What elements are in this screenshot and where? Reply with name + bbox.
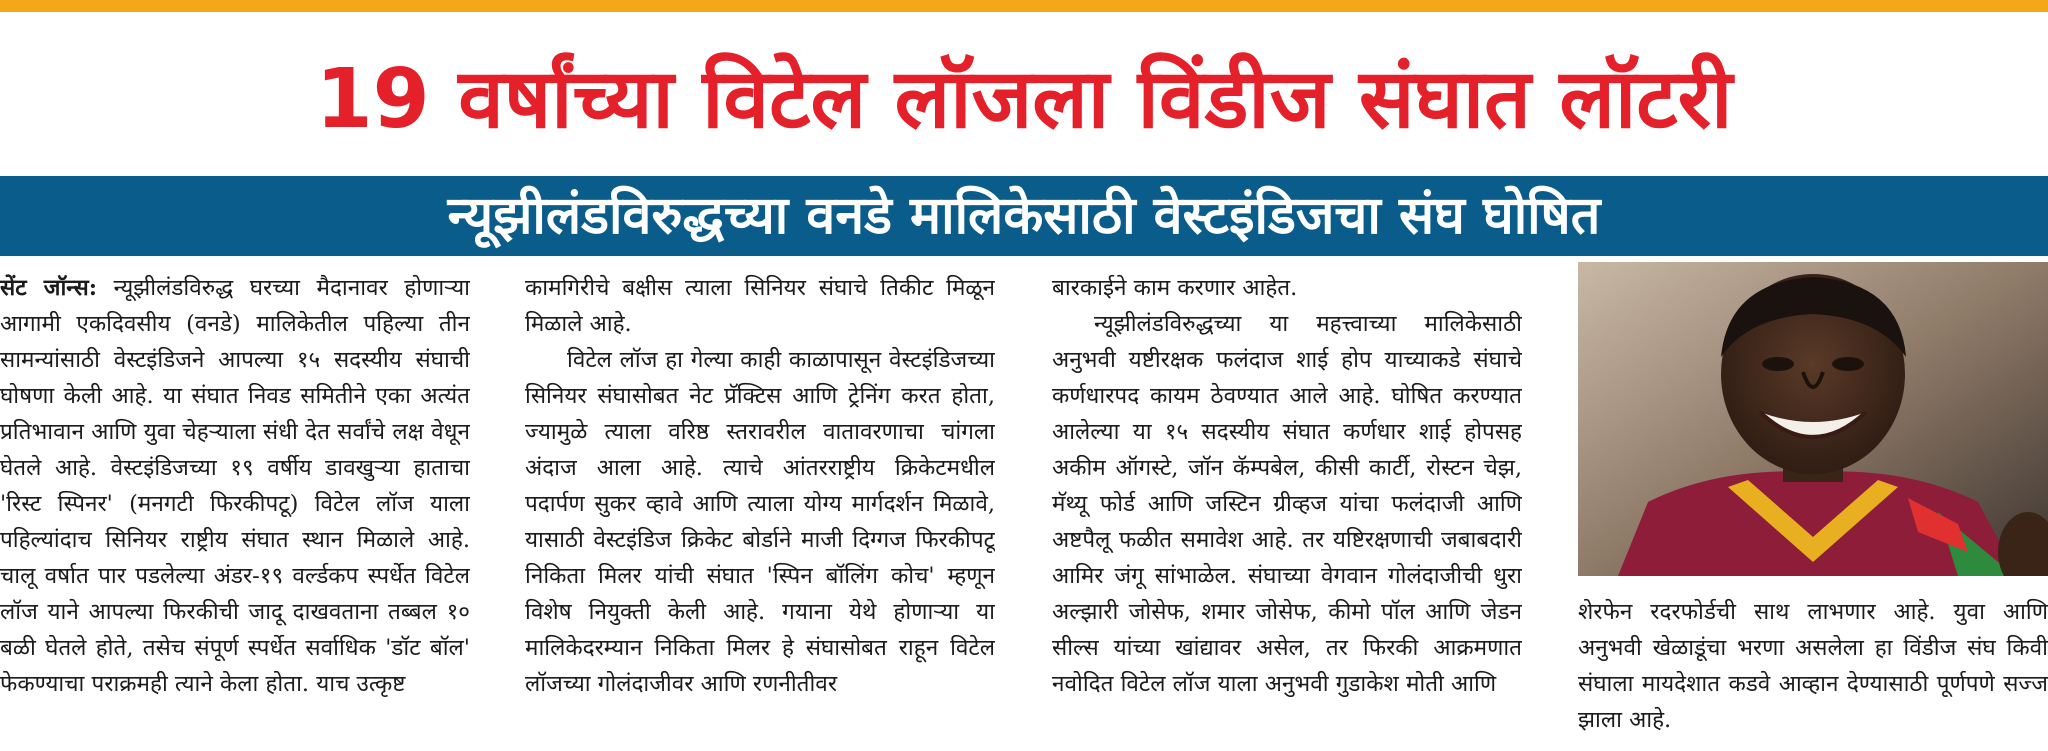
paragraph: बारकाईने काम करणार आहेत. [1052, 275, 1298, 301]
subheadline: न्यूझीलंडविरुद्धच्या वनडे मालिकेसाठी वेस्टइंडिजचा संघ घोषित [447, 186, 1601, 246]
top-accent-rule [0, 0, 2048, 12]
headline: 19 वर्षांच्या विटेल लॉजला विंडीज संघात लॉटरी [315, 52, 1733, 147]
article-column-2 [525, 270, 995, 746]
paragraph-text: न्यूझीलंडविरुद्ध घरच्या मैदानावर होणाऱ्या आगामी एकदिवसीय (वनडे) मालिकेतील पहिल्या तीन सामन्यांसाठी वेस्टइंडिजने आपल्या १५ सदस्यीय संघाची घोषणा केली आहे. या संघात निवड समितीने एका अत्यंत प्रतिभावान आणि युवा चेहऱ्याला संधी देत सर्वांचे लक्ष वेधून घेतले आहे. वेस्टइंडिजच्या १९ वर्षीय डावखुऱ्या हाताचा 'रिस्ट स्पिनर' (मनगटी फिरकीपटू) विटेल लॉज याला पहिल्यांदाच सिनियर राष्ट्रीय संघात स्थान मिळाले आहे. चालू वर्षात पार पडलेल्या अंडर-१९ वर्ल्डकप स्पर्धेत विटेल लॉज याने आपल्या फिरकीची जादू दाखवताना तब्बल १० बळी घेतले होते, तसेच संपूर्ण स्पर्धेत सर्वाधिक 'डॉट बॉल' फेकण्याचा पराक्रमही त्याने केला होता. याच उत्कृष्ट [0, 275, 470, 697]
article-column-3 [1052, 270, 1522, 746]
dateline: सेंट जॉन्स: [0, 275, 98, 301]
article-column-1 [0, 270, 470, 746]
article-column-4 [1578, 594, 2048, 746]
paragraph: कामगिरीचे बक्षीस त्याला सिनियर संघाचे तिकीट मिळून मिळाले आहे. [525, 275, 995, 337]
paragraph [0, 270, 470, 702]
paragraph: न्यूझीलंडविरुद्धच्या या महत्त्वाच्या मालिकेसाठी अनुभवी यष्टीरक्षक फलंदाज शाई होप याच्याकडे संघाचे कर्णधारपद कायम ठेवण्यात आले आहे. घोषित करण्यात आलेल्या या १५ सदस्यीय संघात कर्णधार शाई होपसह अकीम ऑगस्टे, जॉन कॅम्पबेल, कीसी कार्टी, रोस्टन चेझ, मॅथ्यू फोर्ड आणि जस्टिन ग्रीव्हज यांचा फलंदाजी आणि अष्टपैलू फळीत समावेश आहे. तर यष्टिरक्षणाची जबाबदारी आमिर जंगू सांभाळेल. संघाच्या वेगवान गोलंदाजीची धुरा अल्झारी जोसेफ, शमार जोसेफ, कीमो पॉल आणि जेडन सील्स यांच्या खांद्यावर असेल, तर फिरकी आक्रमणात नवोदित विटेल लॉज याला अनुभवी गुडाकेश मोती आणि [1052, 311, 1522, 697]
paragraph: शेरफेन रदरफोर्डची साथ लाभणार आहे. युवा आणि अनुभवी खेळाडूंचा भरणा असलेला हा विंडीज संघ किवी संघाला मायदेशात कडवे आव्हान देण्यासाठी पूर्णपणे सज्ज झाला आहे. [1578, 599, 2048, 733]
paragraph: विटेल लॉज हा गेल्या काही काळापासून वेस्टइंडिजच्या सिनियर संघासोबत नेट प्रॅक्टिस आणि ट्रेनिंग करत होता, ज्यामुळे त्याला वरिष्ठ स्तरावरील वातावरणाचा चांगला अंदाज आला आहे. त्याचे आंतरराष्ट्रीय क्रिकेटमधील पदार्पण सुकर व्हावे आणि त्याला योग्य मार्गदर्शन मिळावे, यासाठी वेस्टइंडिज क्रिकेट बोर्डाने माजी दिग्गज फिरकीपटू निकिता मिलर यांची संघात 'स्पिन बॉलिंग कोच' म्हणून विशेष नियुक्ती केली आहे. गयाना येथे होणाऱ्या या मालिकेदरम्यान निकिता मिलर हे संघासोबत राहून विटेल लॉजच्या गोलंदाजीवर आणि रणनीतीवर [525, 347, 995, 697]
player-photo [1578, 262, 2048, 576]
